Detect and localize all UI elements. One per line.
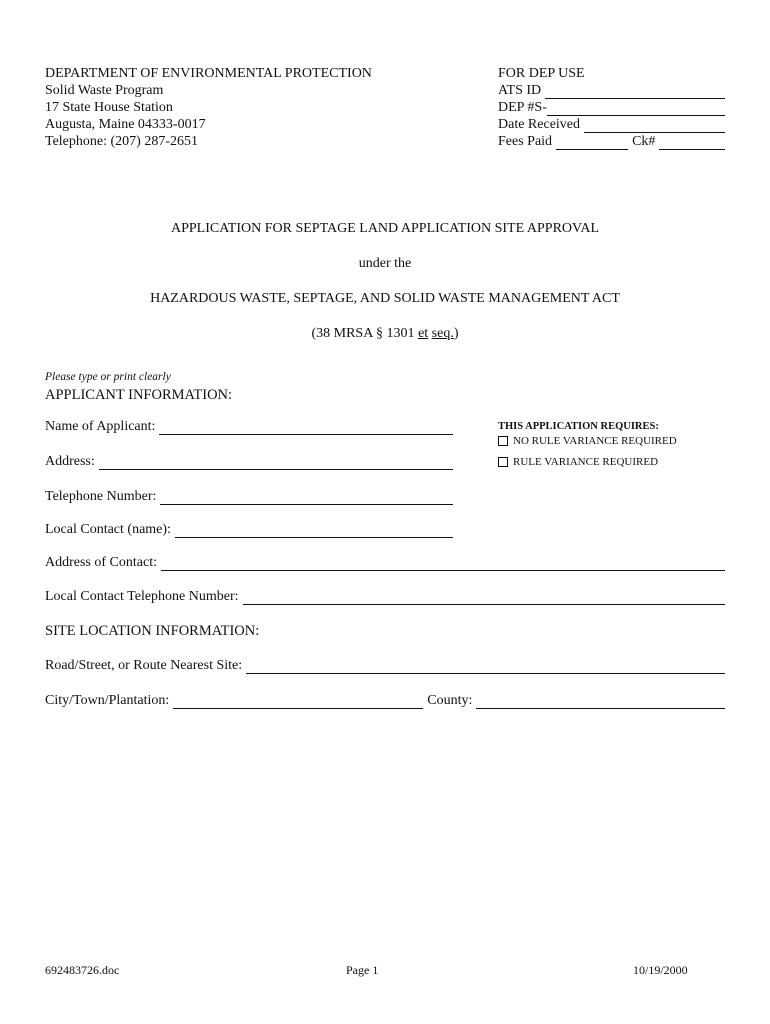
agency-address-block xyxy=(45,65,372,150)
applicant-telephone-label: Telephone Number: xyxy=(45,489,157,504)
form-subtitle-connector: under the xyxy=(358,256,412,271)
street-address: 17 State House Station xyxy=(45,100,173,115)
statute-citation xyxy=(0,326,770,342)
road-label: Road/Street, or Route Nearest Site: xyxy=(45,658,243,673)
contact-address-row xyxy=(45,555,725,571)
variance-checkbox[interactable] xyxy=(498,457,508,467)
dep-number-row xyxy=(498,99,725,116)
citation-et: et xyxy=(418,326,429,341)
local-contact-field[interactable] xyxy=(175,524,453,538)
contact-telephone-row xyxy=(45,589,725,605)
applicant-telephone-field[interactable] xyxy=(160,491,453,505)
dep-use-title: FOR DEP USE xyxy=(498,66,585,81)
check-number-field[interactable] xyxy=(659,136,725,150)
citation-suffix: ) xyxy=(453,326,459,341)
no-variance-checkbox[interactable] xyxy=(498,436,508,446)
agency-name: DEPARTMENT OF ENVIRONMENTAL PROTECTION xyxy=(45,66,372,81)
dep-use-block xyxy=(498,65,725,150)
agency-telephone: Telephone: (207) 287-2651 xyxy=(45,134,198,149)
county-label: County: xyxy=(427,693,473,708)
print-clearly-note: Please type or print clearly xyxy=(45,371,171,383)
road-row xyxy=(45,658,725,674)
citation-seq: seq. xyxy=(431,326,454,341)
applicant-name-label: Name of Applicant: xyxy=(45,419,156,434)
dep-use-title-row xyxy=(498,65,725,82)
dep-number-field[interactable] xyxy=(547,102,725,116)
road-field[interactable] xyxy=(246,660,725,674)
ats-id-label: ATS ID xyxy=(498,83,542,98)
applicant-address-field[interactable] xyxy=(99,456,453,470)
applicant-address-label: Address: xyxy=(45,454,95,469)
no-variance-label: NO RULE VARIANCE REQUIRED xyxy=(513,435,677,447)
local-contact-label: Local Contact (name): xyxy=(45,522,171,537)
citation-prefix: (38 MRSA § 1301 xyxy=(311,326,419,341)
site-section-heading: SITE LOCATION INFORMATION: xyxy=(45,623,260,639)
variance-option[interactable] xyxy=(498,456,658,468)
no-variance-option[interactable] xyxy=(498,435,677,447)
contact-telephone-field[interactable] xyxy=(243,591,725,605)
date-received-label: Date Received xyxy=(498,117,581,132)
applicant-telephone-row xyxy=(45,489,453,505)
fees-row xyxy=(498,133,725,150)
city-state-zip: Augusta, Maine 04333-0017 xyxy=(45,117,206,132)
applicant-section-heading: APPLICANT INFORMATION: xyxy=(45,387,233,403)
applicant-name-field[interactable] xyxy=(159,421,453,435)
date-received-row xyxy=(498,116,725,133)
local-contact-row xyxy=(45,522,453,538)
footer-date: 10/19/2000 xyxy=(633,963,688,977)
applicant-name-row xyxy=(45,419,453,435)
applicant-address-row xyxy=(45,454,453,470)
ats-id-row xyxy=(498,82,725,99)
dep-number-label: DEP #S- xyxy=(498,100,547,115)
ats-id-field[interactable] xyxy=(545,85,725,99)
city-label: City/Town/Plantation: xyxy=(45,693,170,708)
date-received-field[interactable] xyxy=(584,119,725,133)
requires-title: THIS APPLICATION REQUIRES: xyxy=(498,421,659,432)
footer-page-number: Page 1 xyxy=(346,963,379,977)
city-county-row xyxy=(45,693,725,709)
act-name: HAZARDOUS WASTE, SEPTAGE, AND SOLID WASTE MANAGEMENT ACT xyxy=(150,291,620,306)
form-title: APPLICATION FOR SEPTAGE LAND APPLICATION SITE APPROVAL xyxy=(170,221,599,236)
fees-paid-field[interactable] xyxy=(556,136,628,150)
county-field[interactable] xyxy=(476,695,725,709)
program-name: Solid Waste Program xyxy=(45,83,164,98)
contact-telephone-label: Local Contact Telephone Number: xyxy=(45,589,239,604)
footer-filename: 692483726.doc xyxy=(45,963,120,977)
check-number-label: Ck# xyxy=(632,134,656,149)
variance-label: RULE VARIANCE REQUIRED xyxy=(513,456,659,468)
fees-paid-label: Fees Paid xyxy=(498,134,553,149)
city-field[interactable] xyxy=(173,695,423,709)
contact-address-field[interactable] xyxy=(161,557,725,571)
contact-address-label: Address of Contact: xyxy=(45,555,157,570)
